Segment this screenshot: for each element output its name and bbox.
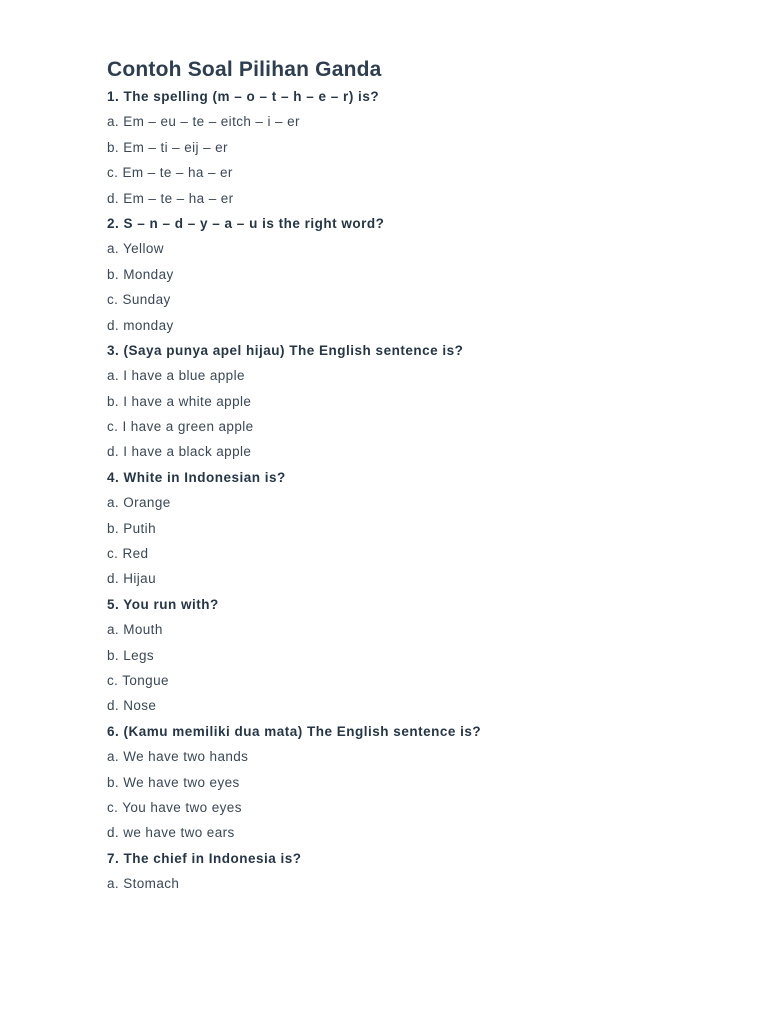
question-5-option-b: b. Legs [107,647,155,663]
question-4-option-b: b. Putih [107,520,156,536]
question-1-option-b: b. Em – ti – eij – er [107,139,228,155]
question-3-option-a: a. I have a blue apple [107,368,245,384]
question-1: 1. The spelling (m – o – t – h – e – r) is? [107,89,380,104]
question-list [107,84,727,897]
question-3-option-c: c. I have a green apple [107,419,254,435]
question-4-option-d: d. Hijau [107,571,156,587]
question-2-option-b: b. Monday [107,266,174,282]
question-2-option-c: c. Sunday [107,292,171,308]
question-7: 7. The chief in Indonesia is? [107,850,302,866]
document-page [107,56,727,897]
question-4: 4. White in Indonesian is? [107,469,286,485]
question-1-option-a: a. Em – eu – te – eitch – i – er [107,114,300,130]
question-5-option-d: d. Nose [107,698,157,714]
question-7-option-a: a. Stomach [107,876,180,892]
question-4-option-c: c. Red [107,546,149,562]
page-title: Contoh Soal Pilihan Ganda [107,58,382,81]
question-2-option-d: d. monday [107,317,174,333]
question-6-option-a: a. We have two hands [107,749,249,765]
question-1-option-c: c. Em – te – ha – er [107,165,233,181]
question-6-option-b: b. We have two eyes [107,774,240,790]
question-5-option-a: a. Mouth [107,622,163,638]
question-5: 5. You run with? [107,596,219,612]
question-3-option-d: d. I have a black apple [107,444,252,460]
question-3: 3. (Saya punya apel hijau) The English sentence is? [107,342,464,358]
question-1-option-d: d. Em – te – ha – er [107,190,234,206]
question-6-option-d: d. we have two ears [107,825,235,841]
question-6: 6. (Kamu memiliki dua mata) The English sentence is? [107,723,482,739]
question-2-option-a: a. Yellow [107,241,164,257]
question-6-option-c: c. You have two eyes [107,799,242,815]
question-4-option-a: a. Orange [107,495,171,511]
question-3-option-b: b. I have a white apple [107,393,252,409]
question-2: 2. S – n – d – y – a – u is the right word? [107,215,385,231]
question-5-option-c: c. Tongue [107,672,169,688]
